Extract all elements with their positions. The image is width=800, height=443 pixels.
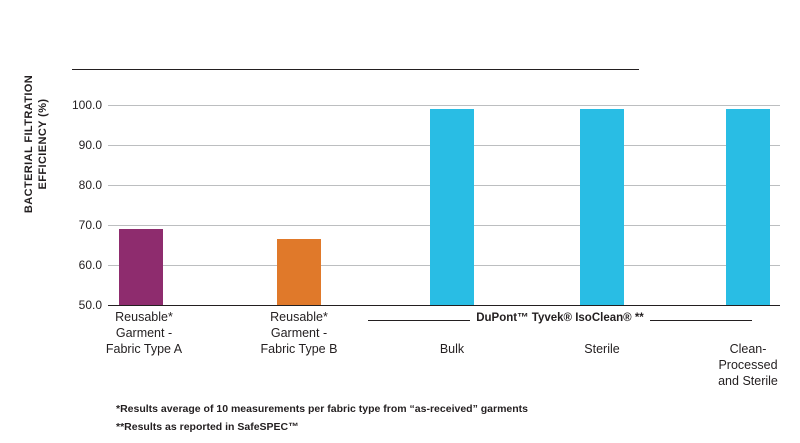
y-tick-90: 90.0	[78, 138, 102, 152]
y-tick-50: 50.0	[78, 298, 102, 312]
y-tick-80: 80.0	[78, 178, 102, 192]
x-label-fabric-b-line3: Fabric Type B	[260, 342, 338, 356]
x-label-bulk-line1: Bulk	[439, 342, 465, 356]
x-label-clean-processed	[682, 341, 800, 389]
y-axis-title: BACTERIAL FILTRATION EFFICIENCY (%)	[23, 74, 49, 214]
x-label-fabric-a-line1: Reusable*	[115, 310, 173, 324]
gridline-100	[71, 98, 780, 112]
footnote-1: *Results average of 10 measurements per fabric type from “as-received” garments	[116, 403, 529, 415]
footnote-2: **Results as reported in SafeSPEC™	[116, 421, 299, 433]
y-tick-60: 60.0	[78, 258, 102, 272]
footnotes	[116, 400, 528, 436]
group-label-text: DuPont™ Tyvek® IsoClean® **	[476, 312, 644, 324]
x-label-fabric-b	[233, 309, 365, 357]
x-label-fabric-a	[78, 309, 210, 357]
bar-reusable-fabric-b[interactable]	[277, 239, 321, 305]
bar-sterile[interactable]	[580, 109, 624, 305]
x-label-bulk	[386, 341, 518, 357]
plot-area	[71, 98, 780, 312]
x-label-clean-processed-line1: Clean-	[729, 342, 767, 356]
x-label-sterile-line1: Sterile	[584, 342, 620, 356]
y-tick-70: 70.0	[78, 218, 102, 232]
x-label-fabric-a-line3: Fabric Type A	[105, 342, 183, 356]
x-label-fabric-a-line2: Garment -	[115, 326, 173, 340]
top-divider	[72, 69, 639, 70]
x-axis-labels	[105, 309, 780, 389]
bar-bulk[interactable]	[430, 109, 474, 305]
bar-clean-processed-sterile[interactable]	[726, 109, 770, 305]
bar-reusable-fabric-a[interactable]	[119, 229, 163, 305]
x-label-fabric-b-line1: Reusable*	[270, 310, 328, 324]
x-label-clean-processed-line3: and Sterile	[718, 374, 778, 388]
x-label-fabric-b-line2: Garment -	[270, 326, 328, 340]
y-tick-100: 100.0	[71, 98, 102, 112]
x-label-clean-processed-line2: Processed	[718, 358, 778, 372]
gridline-50-baseline	[78, 298, 780, 312]
x-label-sterile	[536, 341, 668, 357]
